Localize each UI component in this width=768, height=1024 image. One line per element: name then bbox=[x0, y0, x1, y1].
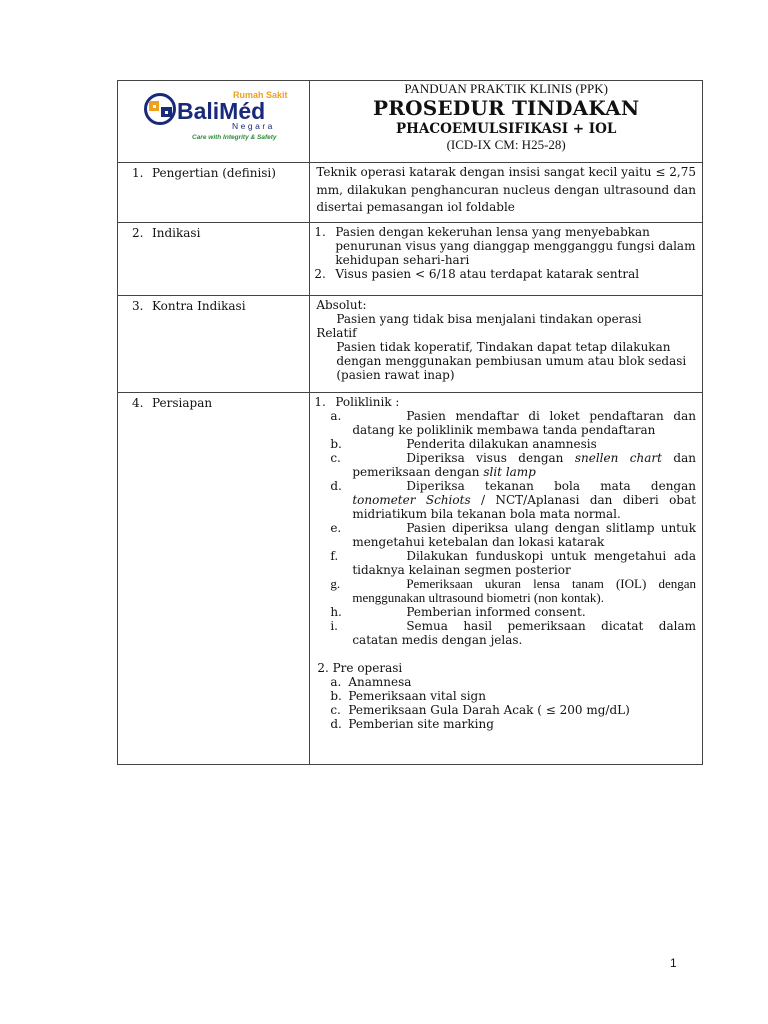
row1-number: 1. bbox=[132, 166, 144, 180]
poli-item-b: b. Penderita dilakukan anamnesis bbox=[330, 437, 597, 451]
page-number: 1 bbox=[670, 956, 677, 970]
ppk-label: PANDUAN PRAKTIK KLINIS (PPK) bbox=[404, 81, 608, 96]
row4-label: Persiapan bbox=[152, 396, 213, 410]
row3-label-cell bbox=[118, 296, 310, 393]
row3-label: Kontra Indikasi bbox=[152, 299, 246, 313]
row2-number: 2. bbox=[132, 226, 144, 240]
procedure-name: PHACOEMULSIFIKASI + IOL bbox=[395, 121, 617, 137]
absolut-text: Pasien yang tidak bisa menjalani tindakan operasi bbox=[336, 312, 642, 326]
row1-label-cell bbox=[118, 163, 310, 223]
poli-item-e: e. Pasien diperiksa ulang dengan slitlamp untuk mengetahui ketebalan dan lokasi katarak bbox=[330, 521, 696, 549]
logo-cell bbox=[118, 81, 310, 163]
indikasi-item-1: 1. Pasien dengan kekeruhan lensa yang menyebabkan penurunan visus yang dianggap mengganggu fungsi dalam kehidupan sehari-hari bbox=[314, 225, 696, 267]
pengertian-text: Teknik operasi katarak dengan insisi sangat kecil yaitu ≤ 2,75 mm, dilakukan penghancuran nucleus dengan ultrasound dan disertai pemasangan iol foldable bbox=[316, 165, 696, 214]
row4-content-cell bbox=[310, 393, 703, 765]
row1-label: Pengertian (definisi) bbox=[152, 166, 276, 180]
header-title-cell bbox=[310, 81, 703, 163]
poli-item-i: i. Semua hasil pemeriksaan dicatat dalam catatan medis dengan jelas. bbox=[330, 619, 696, 647]
row2-label: Indikasi bbox=[152, 226, 201, 240]
row-pengertian bbox=[118, 163, 703, 223]
row3-number: 3. bbox=[132, 299, 144, 313]
logo-tagline: Care with Integrity & Safety bbox=[192, 134, 277, 141]
row-indikasi bbox=[118, 223, 703, 296]
pre-item-a: a. Anamnesa bbox=[330, 675, 412, 689]
row3-content-cell bbox=[310, 296, 703, 393]
poli-item-c: c. Diperiksa visus dengan snellen chart dan pemeriksaan dengan slit lamp bbox=[330, 451, 696, 479]
row4-number: 4. bbox=[132, 396, 144, 410]
row1-content-cell bbox=[310, 163, 703, 223]
logo-negara: Negara bbox=[232, 121, 275, 131]
logo-name: BaliMéd bbox=[177, 98, 266, 124]
relatif-heading: Relatif bbox=[316, 326, 357, 340]
pre-item-d: d. Pemberian site marking bbox=[330, 717, 494, 731]
page-title: PROSEDUR TINDAKAN bbox=[373, 96, 640, 120]
pre-operasi-heading: 2. Pre operasi bbox=[317, 661, 403, 675]
poliklinik-heading: 1. Poliklinik : bbox=[314, 395, 400, 409]
icd-code: (ICD-IX CM: H25-28) bbox=[446, 137, 566, 152]
balimed-logo bbox=[140, 87, 290, 147]
poli-item-h: h. Pemberian informed consent. bbox=[330, 605, 586, 619]
poli-item-d: d. Diperiksa tekanan bola mata dengan tonometer Schiots / NCT/Aplanasi dan diberi obat midriatikum bila tekanan bola mata normal. bbox=[330, 479, 697, 521]
ppk-table bbox=[117, 80, 703, 765]
row2-content-cell bbox=[310, 223, 703, 296]
row-kontra-indikasi bbox=[118, 296, 703, 393]
poli-item-a: a. Pasien mendaftar di loket pendaftaran dan datang ke poliklinik membawa tanda pendaftaran bbox=[330, 409, 696, 437]
row4-label-cell bbox=[118, 393, 310, 765]
row2-label-cell bbox=[118, 223, 310, 296]
logo-rumah-sakit: Rumah Sakit bbox=[233, 90, 288, 100]
row-persiapan bbox=[118, 393, 703, 765]
absolut-heading: Absolut: bbox=[316, 298, 367, 312]
relatif-text: Pasien tidak koperatif, Tindakan dapat tetap dilakukan dengan menggunakan pembiusan umum atau blok sedasi (pasien rawat inap) bbox=[336, 340, 687, 382]
pre-item-b: b. Pemeriksaan vital sign bbox=[330, 689, 486, 703]
indikasi-item-2: 2. Visus pasien < 6/18 atau terdapat katarak sentral bbox=[314, 267, 640, 281]
pre-item-c: c. Pemeriksaan Gula Darah Acak ( ≤ 200 mg/dL) bbox=[330, 703, 630, 717]
header-row bbox=[118, 81, 703, 163]
poli-item-g: g. Pemeriksaan ukuran lensa tanam (IOL) dengan menggunakan ultrasound biometri (non kontak). bbox=[330, 576, 696, 605]
poli-item-f: f. Dilakukan funduskopi untuk mengetahui ada tidaknya kelainan segmen posterior bbox=[330, 549, 696, 577]
